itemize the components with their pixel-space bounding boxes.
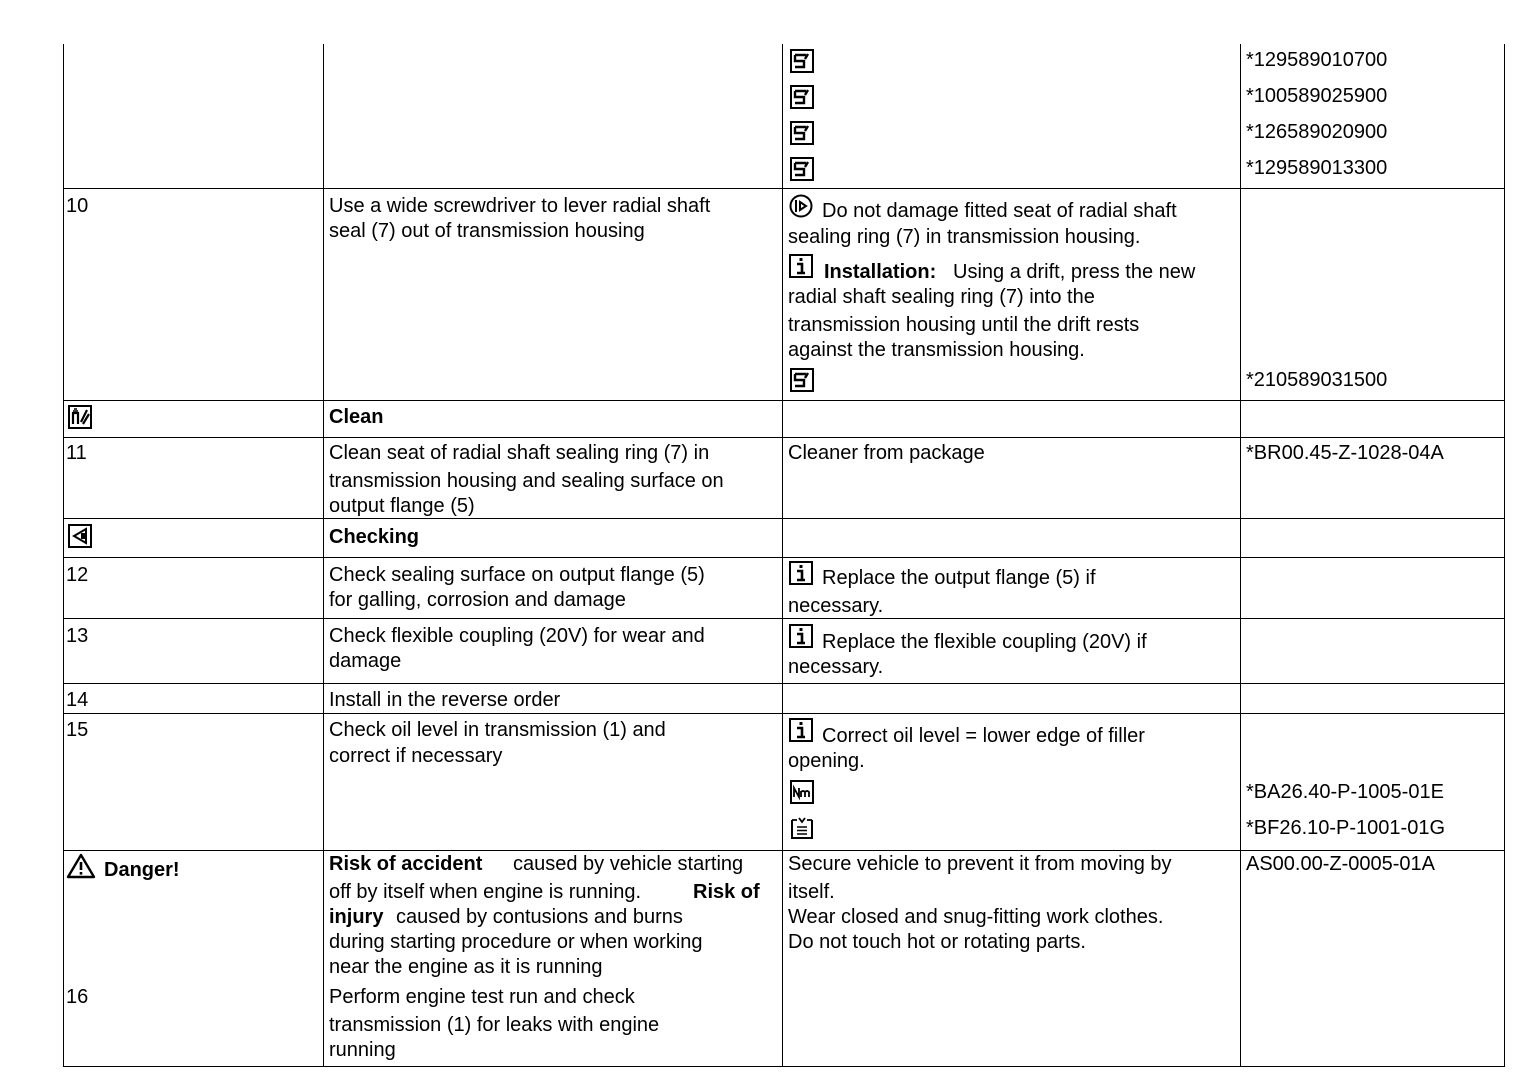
- step-number: 11: [66, 442, 87, 464]
- installation-text: radial shaft sealing ring (7) into the: [788, 286, 1095, 308]
- installation-text: against the transmission housing.: [788, 339, 1085, 361]
- row-divider: [63, 188, 1505, 189]
- step-action-line: Clean seat of radial shaft sealing ring (7) in: [329, 442, 710, 464]
- special-tool-icon: [790, 368, 814, 392]
- special-tool-icon: [790, 121, 814, 145]
- checking-icon: [68, 524, 92, 548]
- special-tool-code: *129589013300: [1246, 157, 1388, 179]
- danger-risk-accident: Risk of accident: [329, 853, 483, 875]
- row-divider: [63, 518, 1505, 519]
- fluid-spec-icon: [790, 816, 814, 840]
- step-note: Replace the output flange (5) if: [822, 567, 1096, 589]
- torque-reference: *BA26.40-P-1005-01E: [1246, 781, 1444, 803]
- info-icon: [789, 624, 813, 648]
- step-action-line: for galling, corrosion and damage: [329, 589, 626, 611]
- row-divider: [63, 618, 1505, 619]
- step-number: 13: [66, 625, 89, 647]
- section-heading-clean: Clean: [329, 406, 384, 428]
- column-divider-3: [1240, 44, 1241, 1067]
- section-heading-checking: Checking: [329, 526, 420, 548]
- fluid-reference: *BF26.10-P-1001-01G: [1246, 817, 1446, 839]
- caution-text: sealing ring (7) in transmission housing.: [788, 226, 1141, 248]
- special-tool-icon: [790, 49, 814, 73]
- row-divider: [63, 437, 1505, 438]
- column-divider-1: [323, 44, 324, 1067]
- table-border-bottom: [63, 1066, 1505, 1067]
- safety-measure: itself.: [788, 881, 835, 903]
- special-tool-code: *129589010700: [1246, 49, 1388, 71]
- danger-text: during starting procedure or when working: [329, 931, 703, 953]
- step-note: Cleaner from package: [788, 442, 985, 464]
- step-reference: *BR00.45-Z-1028-04A: [1246, 442, 1444, 464]
- table-border-left: [63, 44, 64, 1067]
- installation-label: Installation:: [824, 261, 937, 283]
- table-border-right: [1504, 44, 1505, 1067]
- step-note: Replace the flexible coupling (20V) if: [822, 631, 1147, 653]
- special-tool-code: *100589025900: [1246, 85, 1388, 107]
- warning-triangle-icon: [66, 853, 96, 879]
- row-divider: [63, 557, 1505, 558]
- danger-risk-injury: injury: [329, 906, 384, 928]
- step-action-line: correct if necessary: [329, 745, 503, 767]
- step-number: 16: [66, 986, 89, 1008]
- step-action-line: Perform engine test run and check: [329, 986, 635, 1008]
- safety-reference: AS00.00-Z-0005-01A: [1246, 853, 1436, 875]
- safety-measure: Secure vehicle to prevent it from moving by: [788, 853, 1172, 875]
- info-icon: [789, 718, 813, 742]
- step-note: necessary.: [788, 595, 884, 617]
- danger-text: off by itself when engine is running.: [329, 881, 642, 903]
- step-action-line: running: [329, 1039, 396, 1061]
- step-action-line: Check flexible coupling (20V) for wear and: [329, 625, 705, 647]
- step-number: 12: [66, 564, 89, 586]
- safety-measure: Do not touch hot or rotating parts.: [788, 931, 1086, 953]
- installation-text: Using a drift, press the new: [953, 261, 1196, 283]
- special-tool-icon: [790, 157, 814, 181]
- step-note: necessary.: [788, 656, 884, 678]
- special-tool-code: *210589031500: [1246, 369, 1388, 391]
- danger-text: near the engine as it is running: [329, 956, 603, 978]
- step-number: 14: [66, 689, 89, 711]
- step-number: 10: [66, 195, 89, 217]
- step-action-line: output flange (5): [329, 495, 475, 517]
- step-number: 15: [66, 719, 89, 741]
- row-divider: [63, 850, 1505, 851]
- danger-label: Danger!: [104, 859, 180, 881]
- installation-text: transmission housing until the drift rests: [788, 314, 1140, 336]
- step-action-line: transmission housing and sealing surface on: [329, 470, 724, 492]
- safety-measure: Wear closed and snug-fitting work clothes.: [788, 906, 1164, 928]
- info-icon: [789, 561, 813, 585]
- step-action-line: Install in the reverse order: [329, 689, 561, 711]
- info-icon: [789, 254, 813, 278]
- step-action-line: Check oil level in transmission (1) and: [329, 719, 666, 741]
- step-action-line: damage: [329, 650, 402, 672]
- caution-text: Do not damage fitted seat of radial shaft: [822, 200, 1177, 222]
- row-divider: [63, 713, 1505, 714]
- step-action-line: Check sealing surface on output flange (5): [329, 564, 705, 586]
- step-action-line: seal (7) out of transmission housing: [329, 220, 645, 242]
- step-note: Correct oil level = lower edge of filler: [822, 725, 1145, 747]
- row-divider: [63, 683, 1505, 684]
- danger-text: caused by vehicle starting: [513, 853, 744, 875]
- danger-text: caused by contusions and burns: [396, 906, 683, 928]
- caution-icon: [789, 194, 813, 218]
- special-tool-code: *126589020900: [1246, 121, 1388, 143]
- clean-icon: [68, 405, 92, 429]
- danger-risk-injury: Risk of: [693, 881, 760, 903]
- column-divider-2: [782, 44, 783, 1067]
- torque-nm-icon: [790, 780, 814, 804]
- step-note: opening.: [788, 750, 865, 772]
- step-action-line: transmission (1) for leaks with engine: [329, 1014, 660, 1036]
- row-divider: [63, 400, 1505, 401]
- step-action-line: Use a wide screwdriver to lever radial shaft: [329, 195, 711, 217]
- special-tool-icon: [790, 85, 814, 109]
